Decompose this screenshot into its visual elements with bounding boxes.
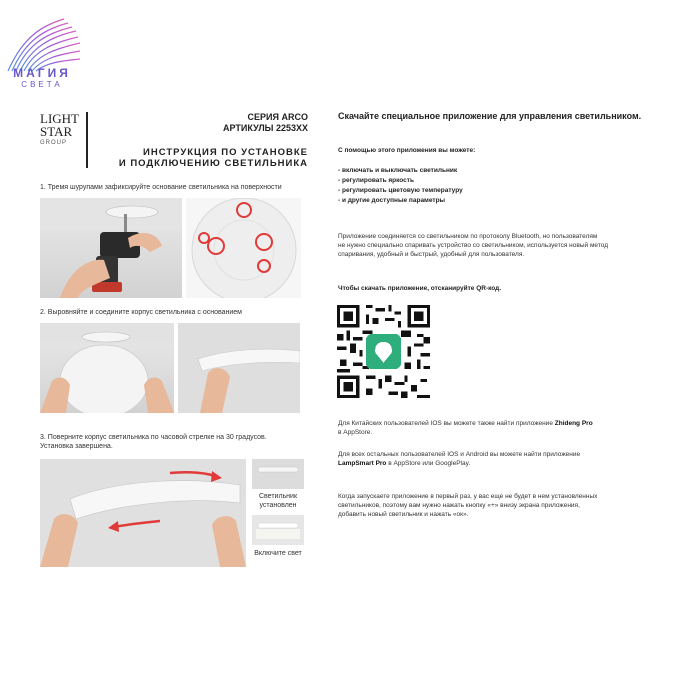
step3-text-line1: 3. Поверните корпус светильника по часовой стрелке на 30 градусов. <box>40 434 267 441</box>
light-on-caption: Включите свет <box>254 550 302 557</box>
bluetooth-line: Приложение соединяется со светильником по протоколу Bluetooth, но пользователям <box>338 233 598 240</box>
bluetooth-paragraph <box>338 232 668 259</box>
step2-align-photo <box>40 323 174 413</box>
first-launch-line: Когда запускаете приложение в первый раз, у вас еще не будет в нем установленных <box>338 493 598 500</box>
installed-photo <box>252 459 304 489</box>
bluetooth-line: не нужно специально спаривать устройство со светильником, используется новый метод <box>338 242 608 249</box>
installed-caption-line1: Светильник <box>258 493 298 500</box>
feature-item: - регулировать яркость <box>338 177 414 184</box>
step1-text: 1. Тремя шурупами зафиксируйте основание светильника на поверхности <box>40 184 282 191</box>
step2-attach-photo <box>178 323 300 413</box>
installed-caption-line2: установлен <box>259 502 297 509</box>
others-text-line2: в AppStore или GooglePlay. <box>386 460 471 467</box>
others-paragraph <box>338 450 668 468</box>
step3-text-line2: Установка завершена. <box>40 443 113 450</box>
feature-item: - регулировать цветовую температуру <box>338 187 463 194</box>
instruction-title-line1: ИНСТРУКЦИЯ ПО УСТАНОВКЕ <box>143 147 308 158</box>
lightstar-logo-line1: LIGHT <box>40 111 79 126</box>
qr-hint: Чтобы скачать приложение, отсканируйте QR-код. <box>338 285 502 292</box>
others-text-line1: Для всех остальных пользователей IOS и Android вы можете найти приложение <box>338 451 581 458</box>
lightstar-logo-line2: STAR <box>40 124 73 139</box>
feature-item: - включать и выключать светильник <box>338 167 458 174</box>
bluetooth-line: спаривания, удобный и быстрый, удобный для пользователя. <box>338 251 525 258</box>
instruction-title-line2: И ПОДКЛЮЧЕНИЮ СВЕТИЛЬНИКА <box>118 158 308 169</box>
others-app-name: LampSmart Pro <box>338 460 387 467</box>
logo-divider <box>86 112 88 168</box>
first-launch-line: добавить новый светильник и нажать «ок». <box>338 511 469 518</box>
brand-name: МАГИЯ <box>13 66 71 80</box>
qr-code-icon[interactable] <box>337 305 430 398</box>
step1-drill-photo <box>40 198 182 298</box>
china-text-line2: в AppStore. <box>338 429 373 436</box>
lightstar-logo <box>40 112 86 168</box>
china-text: Для Китайских пользователей IOS вы можете также найти приложение <box>338 420 555 427</box>
app-lead: С помощью этого приложения вы можете: <box>338 147 476 154</box>
light-on-photo <box>252 515 304 545</box>
step1-base-photo <box>186 198 301 298</box>
feature-item: - и другие доступные параметры <box>338 197 446 204</box>
first-launch-line: светильников, поэтому вам нужно нажать кнопку «+» внизу экрана приложения, <box>338 502 580 509</box>
china-app-name: Zhideng Pro <box>554 420 593 427</box>
lightstar-logo-group: GROUP <box>40 140 68 146</box>
step2-text: 2. Выровняйте и соедините корпус светильника с основанием <box>40 309 242 316</box>
articles-title: АРТИКУЛЫ 2253XX <box>223 123 308 133</box>
china-paragraph <box>338 419 668 437</box>
brand-subtitle: СВЕТА <box>21 80 63 89</box>
step3-rotate-photo <box>40 459 246 567</box>
series-title: СЕРИЯ ARCO <box>247 112 308 122</box>
app-title: Скачайте специальное приложение для управления светильником. <box>338 111 642 121</box>
first-launch-paragraph <box>338 492 668 519</box>
